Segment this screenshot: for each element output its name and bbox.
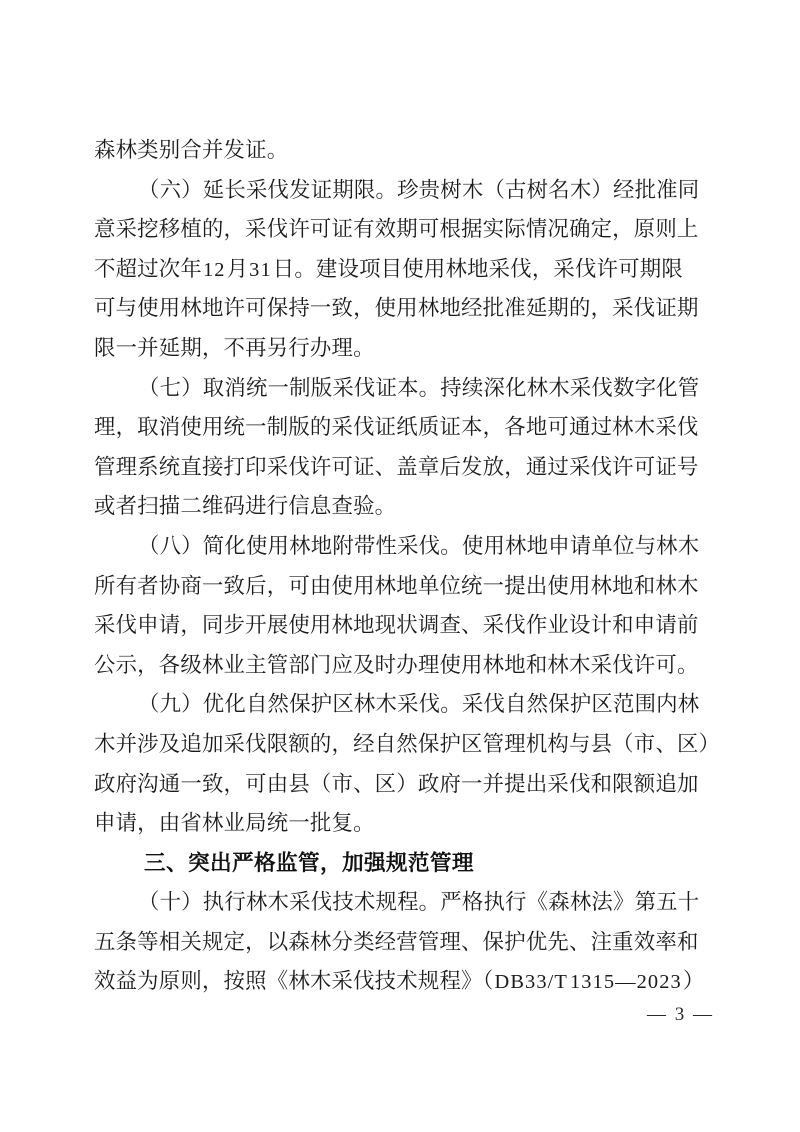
text-run: （七）取消统一制版采伐证本。持续深化林木采伐数字化管 [138, 375, 700, 401]
text-line: 限一并延期，不再另行办理。 [94, 335, 375, 361]
text-line: 或者扫描二维码进行信息查验。 [94, 494, 397, 520]
text-line [94, 527, 714, 567]
text-line [94, 923, 714, 963]
text-line [94, 448, 714, 488]
text-run: 可与使用林地许可保持一致，使用林地经批准延期的，采伐证期 [94, 296, 699, 322]
page-number: — 3 — [647, 1004, 714, 1025]
text-run: （九）优化自然保护区林木采伐。采伐自然保护区范围内林 [138, 692, 700, 718]
numeral-run: 12 [202, 258, 226, 281]
text-line [94, 567, 714, 607]
text-line [94, 210, 714, 250]
text-run: 管理系统直接打印采伐许可证、盖章后发放，通过采伐许可证号 [94, 454, 699, 480]
text-line [94, 369, 714, 409]
page-body-text [94, 131, 721, 1002]
text-line [94, 289, 714, 329]
text-run: 政府沟通一致，可由县（市、区）政府一并提出采伐和限额追加 [94, 771, 699, 797]
text-line [94, 408, 714, 448]
text-run: 采伐申请，同步开展使用林地现状调查、采伐作业设计和申请前 [94, 613, 699, 639]
text-line [94, 606, 714, 646]
text-line [94, 725, 721, 765]
text-run: 效益为原则，按照《林木采伐技术规程》（DB33/T1315—2023） [94, 969, 705, 995]
text-line [94, 962, 714, 1002]
text-line: 申请，由省林业局统一批复。 [94, 811, 375, 837]
text-line [94, 171, 714, 211]
text-run: 公示，各级林业主管部门应及时办理使用林地和林木采伐许可。 [94, 652, 699, 678]
text-line: 森林类别合并发证。 [94, 138, 289, 163]
text-line [94, 250, 714, 290]
text-line [94, 646, 714, 686]
text-run: 意采挖移植的，采伐许可证有效期可根据实际情况确定，原则上 [94, 217, 699, 243]
numeral-run: 31 [249, 258, 272, 281]
text-run: 所有者协商一致后，可由使用林地单位统一提出使用林地和林木 [94, 573, 699, 599]
text-line [94, 765, 714, 805]
text-line [94, 883, 714, 923]
text-run: （十）执行林木采伐技术规程。严格执行《森林法》第五十 [138, 890, 700, 916]
text-run: （六）延长采伐发证期限。珍贵树木（古树名木）经批准同 [138, 177, 700, 203]
text-run: （八）简化使用林地附带性采伐。使用林地申请单位与林木 [138, 533, 700, 559]
text-run: 理，取消使用统一制版的采伐证纸质证本，各地可通过林木采伐 [94, 415, 699, 441]
text-run: 五条等相关规定，以森林分类经营管理、保护优先、注重效率和 [94, 929, 699, 955]
section-heading: 三、突出严格监管，加强规范管理 [144, 850, 474, 876]
text-run: 木并涉及追加采伐限额的，经自然保护区管理机构与县（市、区） [94, 731, 721, 757]
standard-code-run: DB33/T [494, 971, 568, 994]
standard-number-run: 1315—2023 [569, 971, 682, 994]
text-run: 不超过次年12月31日。建设项目使用林地采伐，采伐许可期限 [94, 256, 683, 282]
text-line [94, 685, 714, 725]
